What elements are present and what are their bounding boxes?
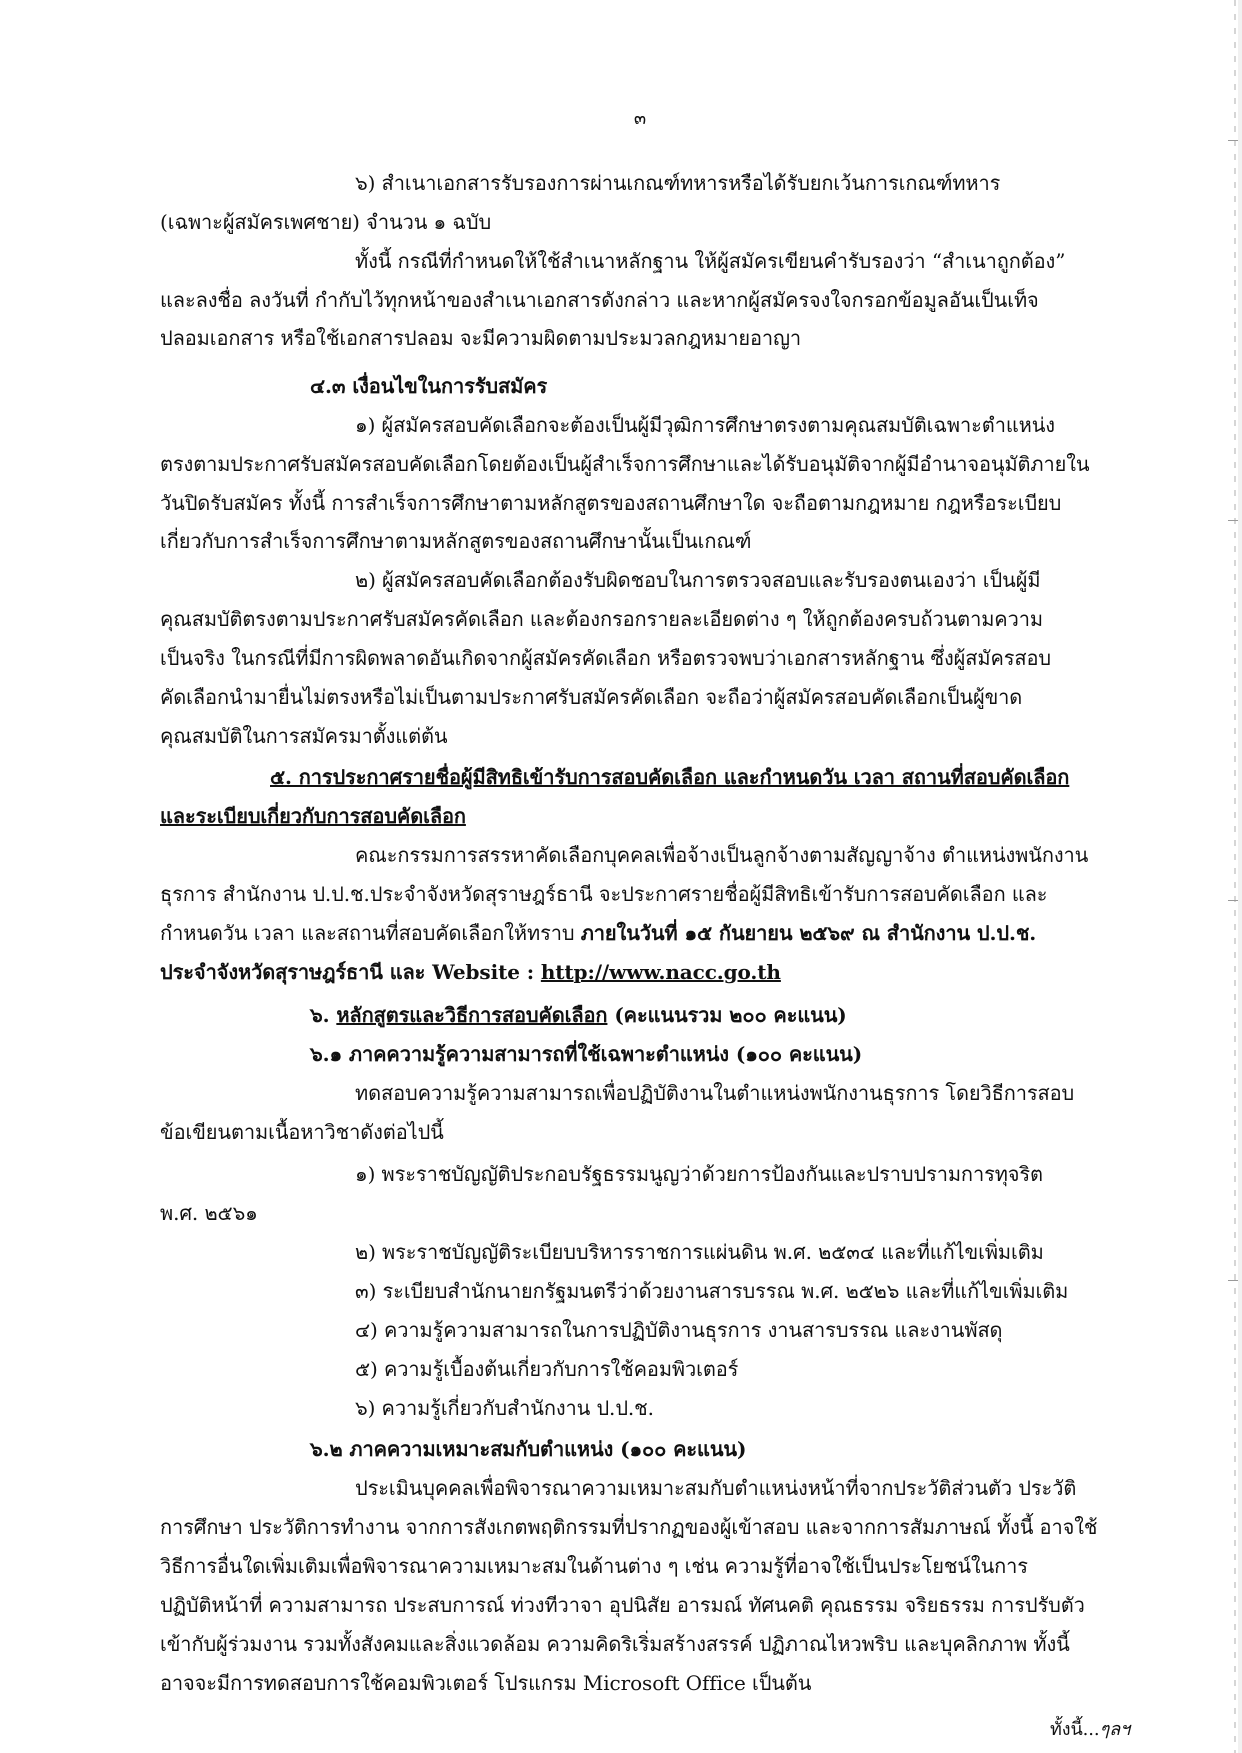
- text-line: พ.ศ. ๒๕๖๑: [160, 1201, 258, 1225]
- section-number: ๖.: [310, 1003, 330, 1027]
- text-span: ประจำจังหวัดสุราษฎร์ธานี และ Website :: [160, 960, 541, 984]
- list-item: ๓) ระเบียบสำนักนายกรัฐมนตรีว่าด้วยงานสารบรรณ พ.ศ. ๒๕๒๖ และที่แก้ไขเพิ่มเติม: [355, 1279, 1069, 1303]
- text-line: และลงชื่อ ลงวันที่ กำกับไว้ทุกหน้าของสำเนาเอกสารดังกล่าว และหากผู้สมัครจงใจกรอกข้อมูลอันเป็นเท็จ: [160, 288, 1039, 312]
- text-line: เข้ากับผู้ร่วมงาน รวมทั้งสังคมและสิ่งแวดล้อม ความคิดริเริ่มสร้างสรรค์ ปฏิภาณไหวพริบ และบุคลิกภาพ ทั้งนี้: [160, 1632, 1070, 1656]
- text-line: ปลอมเอกสาร หรือใช้เอกสารปลอม จะมีความผิดตามประมวลกฎหมายอาญา: [160, 326, 802, 350]
- text-line: (เฉพาะผู้สมัครเพศชาย) จำนวน ๑ ฉบับ: [160, 210, 492, 234]
- text-line: ข้อเขียนตามเนื้อหาวิชาดังต่อไปนี้: [160, 1120, 444, 1144]
- list-item: ๔) ความรู้ความสามารถในการปฏิบัติงานธุรการ งานสารบรรณ และงานพัสดุ: [355, 1318, 1003, 1342]
- list-item: ๕) ความรู้เบื้องต้นเกี่ยวกับการใช้คอมพิวเตอร์: [355, 1357, 739, 1381]
- scan-mark: [1228, 520, 1238, 521]
- section-heading: [310, 1000, 847, 1030]
- scan-mark: [1228, 1280, 1238, 1281]
- text-line: อาจจะมีการทดสอบการใช้คอมพิวเตอร์ โปรแกรม Microsoft Office เป็นต้น: [160, 1671, 812, 1695]
- page-number: ๓: [633, 108, 647, 129]
- handwritten-mark: ๆลฯ: [1099, 1719, 1131, 1740]
- continuation-label: ทั้งนี้...: [1050, 1719, 1100, 1740]
- section-score: (คะแนนรวม ๒๐๐ คะแนน): [614, 1003, 847, 1027]
- scan-mark: [1228, 900, 1238, 901]
- scan-edge: [1234, 0, 1236, 1753]
- text-line: คุณสมบัติในการสมัครมาตั้งแต่ต้น: [160, 724, 448, 748]
- section-heading: ๔.๓ เงื่อนไขในการรับสมัคร: [310, 374, 548, 398]
- subsection-heading: ๖.๑ ภาคความรู้ความสามารถที่ใช้เฉพาะตำแหน่ง (๑๐๐ คะแนน): [310, 1042, 863, 1066]
- text-line: เกี่ยวกับการสำเร็จการศึกษาตามหลักสูตรของสถานศึกษานั้นเป็นเกณฑ์: [160, 529, 752, 553]
- text-line: ทดสอบความรู้ความสามารถเพื่อปฏิบัติงานในตำแหน่งพนักงานธุรการ โดยวิธีการสอบ: [355, 1081, 1075, 1105]
- text-line: คัดเลือกนำมายื่นไม่ตรงหรือไม่เป็นตามประกาศรับสมัครคัดเลือก จะถือว่าผู้สมัครสอบคัดเลือกเป็นผู้ขาด: [160, 685, 1023, 709]
- text-line: [160, 957, 781, 987]
- list-item: ๒) พระราชบัญญัติระเบียบบริหารราชการแผ่นดิน พ.ศ. ๒๕๓๔ และที่แก้ไขเพิ่มเติม: [355, 1240, 1044, 1264]
- text-line: การศึกษา ประวัติการทำงาน จากการสังเกตพฤติกรรมที่ปรากฏของผู้เข้าสอบ และจากการสัมภาษณ์ ทั้งนี้ อาจใช้: [160, 1515, 1098, 1539]
- scan-border: [1238, 0, 1242, 1753]
- text-line: ปฏิบัติหน้าที่ ความสามารถ ประสบการณ์ ท่วงทีวาจา อุปนิสัย อารมณ์ ทัศนคติ คุณธรรม จริยธรรม การปรับตัว: [160, 1593, 1085, 1617]
- text-line: ๑) ผู้สมัครสอบคัดเลือกจะต้องเป็นผู้มีวุฒิการศึกษาตรงตามคุณสมบัติเฉพาะตำแหน่ง: [355, 413, 1055, 437]
- text-line: ทั้งนี้ กรณีที่กำหนดให้ใช้สำเนาหลักฐาน ให้ผู้สมัครเขียนคำรับรองว่า “สำเนาถูกต้อง”: [355, 249, 1066, 273]
- announcement-date: ภายในวันที่ ๑๕ กันยายน ๒๕๖๙ ณ สำนักงาน ป.ป.ช.: [580, 921, 1037, 945]
- section-heading: ๕. การประกาศรายชื่อผู้มีสิทธิเข้ารับการสอบคัดเลือก และกำหนดวัน เวลา สถานที่สอบคัดเลือก: [270, 765, 1070, 789]
- text-line: ตรงตามประกาศรับสมัครสอบคัดเลือกโดยต้องเป็นผู้สำเร็จการศึกษาและได้รับอนุมัติจากผู้มีอำนาจอนุมัติภายใน: [160, 452, 1090, 476]
- text-line: ประเมินบุคคลเพื่อพิจารณาความเหมาะสมกับตำแหน่งหน้าที่จากประวัติส่วนตัว ประวัติ: [355, 1476, 1077, 1500]
- website-link[interactable]: http://www.nacc.go.th: [540, 960, 781, 984]
- text-line: วิธีการอื่นใดเพิ่มเติมเพื่อพิจารณาความเหมาะสมในด้านต่าง ๆ เช่น ความรู้ที่อาจใช้เป็นประโยชน์ในการ: [160, 1554, 1028, 1578]
- text-line: คณะกรรมการสรรหาคัดเลือกบุคคลเพื่อจ้างเป็นลูกจ้างตามสัญญาจ้าง ตำแหน่งพนักงาน: [355, 843, 1089, 867]
- text-line: [160, 918, 1036, 948]
- list-item: ๑) พระราชบัญญัติประกอบรัฐธรรมนูญว่าด้วยการป้องกันและปราบปรามการทุจริต: [355, 1162, 1043, 1186]
- text-line: วันปิดรับสมัคร ทั้งนี้ การสำเร็จการศึกษาตามหลักสูตรของสถานศึกษาใด จะถือตามกฎหมาย กฎหรือระเบียบ: [160, 491, 1062, 515]
- text-line: ๒) ผู้สมัครสอบคัดเลือกต้องรับผิดชอบในการตรวจสอบและรับรองตนเองว่า เป็นผู้มี: [355, 568, 1041, 592]
- list-item: ๖) ความรู้เกี่ยวกับสำนักงาน ป.ป.ช.: [355, 1396, 654, 1420]
- text-line: เป็นจริง ในกรณีที่มีการผิดพลาดอันเกิดจากผู้สมัครคัดเลือก หรือตรวจพบว่าเอกสารหลักฐาน ซึ่งผู้สมัครสอบ: [160, 646, 1052, 670]
- text-span: กำหนดวัน เวลา และสถานที่สอบคัดเลือกให้ทราบ: [160, 921, 575, 945]
- text-line: คุณสมบัติตรงตามประกาศรับสมัครคัดเลือก และต้องกรอกรายละเอียดต่าง ๆ ให้ถูกต้องครบถ้วนตามความ: [160, 607, 1043, 631]
- subsection-heading: ๖.๒ ภาคความเหมาะสมกับตำแหน่ง (๑๐๐ คะแนน): [310, 1437, 747, 1461]
- scan-mark: [1228, 140, 1238, 141]
- continuation-note: [1050, 1715, 1130, 1745]
- section-heading: และระเบียบเกี่ยวกับการสอบคัดเลือก: [160, 804, 466, 828]
- text-line: ๖) สำเนาเอกสารรับรองการผ่านเกณฑ์ทหารหรือได้รับยกเว้นการเกณฑ์ทหาร: [355, 171, 1001, 195]
- section-title: หลักสูตรและวิธีการสอบคัดเลือก: [336, 1003, 608, 1027]
- text-line: ธุรการ สำนักงาน ป.ป.ช.ประจำจังหวัดสุราษฎร์ธานี จะประกาศรายชื่อผู้มีสิทธิเข้ารับการสอบคัดเลือก และ: [160, 882, 1048, 906]
